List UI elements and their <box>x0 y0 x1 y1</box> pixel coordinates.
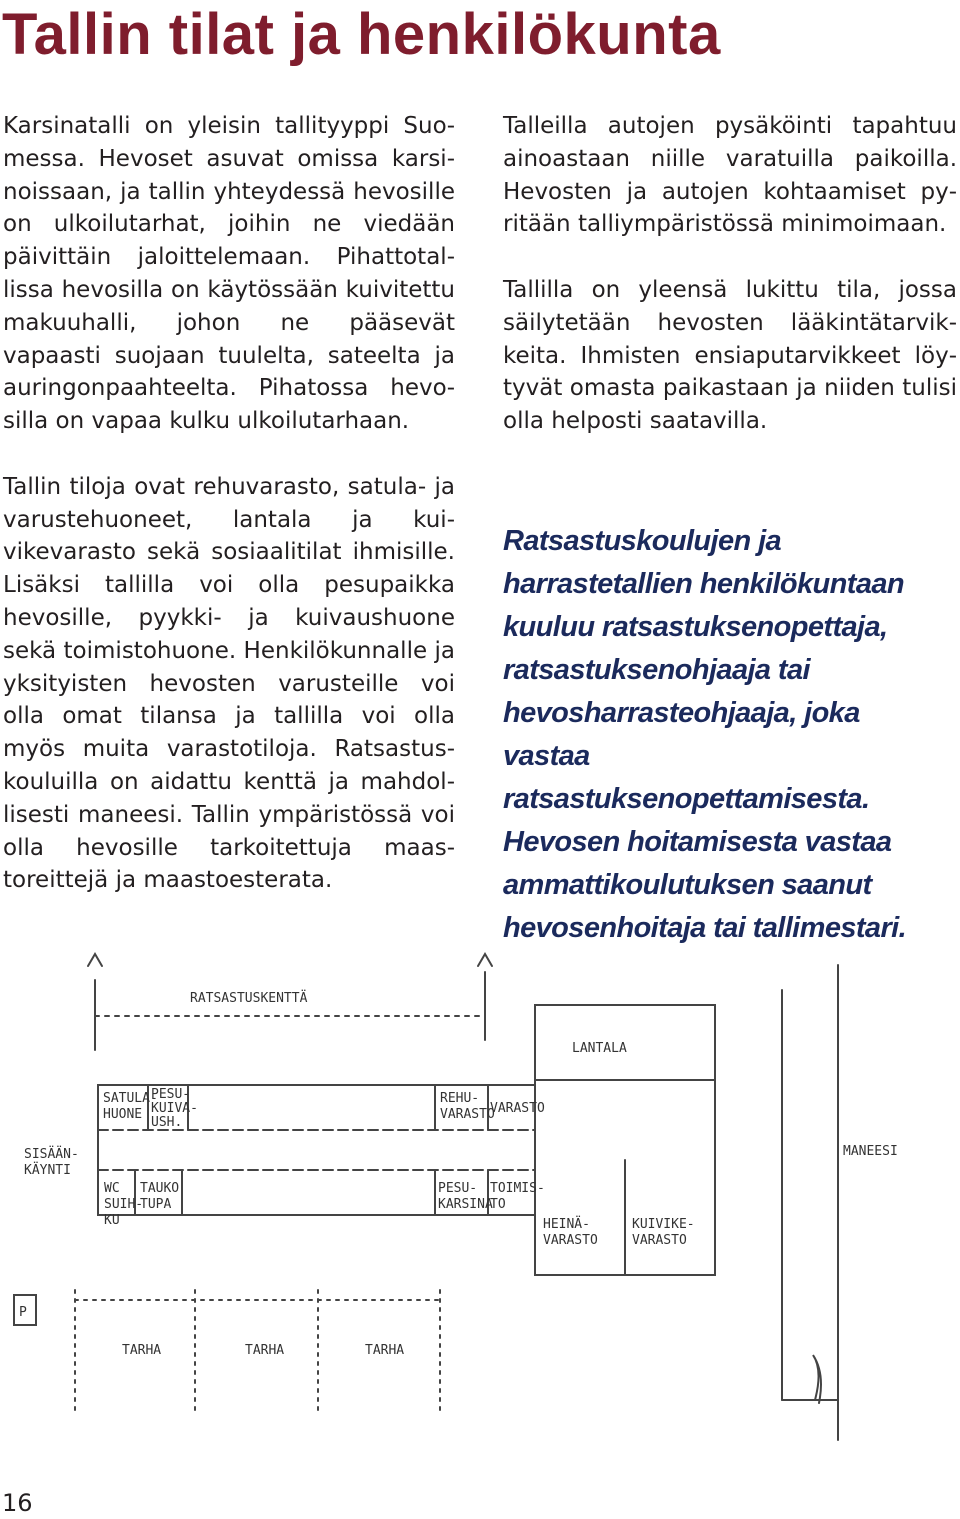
label-washing-room-1: PESU- <box>151 1087 191 1102</box>
label-wash-stall-1: PESU- <box>438 1181 478 1196</box>
label-break-room-2: TUPA <box>140 1197 172 1212</box>
label-indoor-arena: MANEESI <box>843 1144 898 1159</box>
label-wc-1: WC <box>104 1181 120 1196</box>
page-title: Tallin tilat ja henkilökunta <box>2 2 721 67</box>
floor-plan-drawing <box>0 930 960 1450</box>
label-office-1: TOIMIS- <box>490 1181 545 1196</box>
label-saddle-room-2: HUONE <box>103 1107 143 1122</box>
label-office-2: TO <box>490 1197 506 1212</box>
label-wash-stall-2: KARSINA <box>438 1197 493 1212</box>
label-hay-storage-2: VARASTO <box>543 1233 598 1248</box>
field-left-arrow <box>88 954 102 966</box>
right-text-column <box>503 110 957 471</box>
label-storage: VARASTO <box>490 1101 545 1116</box>
label-feed-storage-2: VARASTO <box>440 1107 495 1122</box>
label-wc-3: KU <box>104 1213 120 1228</box>
field-right-arrow <box>478 954 492 966</box>
label-riding-field: RATSASTUSKENTTÄ <box>190 991 308 1006</box>
label-feed-storage-1: REHU- <box>440 1091 480 1106</box>
label-entrance-1: SISÄÄN- <box>24 1147 79 1162</box>
page-number: 16 <box>2 1489 33 1517</box>
label-paddock-2: TARHA <box>245 1343 285 1358</box>
paragraph-medical-supplies: Tallilla on yleensä lukittu tila, jossa säilytetään hevosten lääkintätarvikkeita. Ihmisten ensiaputarvikkeet löytyvät omasta paikastaan ja niiden tulisi olla helposti saatavilla. <box>503 276 957 435</box>
label-bedding-storage-2: VARASTO <box>632 1233 687 1248</box>
artist-signature <box>813 1355 821 1403</box>
label-paddock-3: TARHA <box>365 1343 405 1358</box>
label-paddock-1: TARHA <box>122 1343 162 1358</box>
label-wc-2: SUIH- <box>104 1197 144 1212</box>
stable-floor-plan <box>0 930 960 1450</box>
label-hay-storage-1: HEINÄ- <box>543 1217 590 1232</box>
label-break-room-1: TAUKO <box>140 1181 180 1196</box>
left-text-column <box>3 110 455 930</box>
label-bedding-storage-1: KUIVIKE- <box>632 1217 695 1232</box>
label-washing-room-2: KUIVA- <box>151 1101 198 1116</box>
paragraph-stable-types: Karsinatalli on yleisin tallityyppi Suomessa. Hevoset asuvat omissa karsinoissaan, ja tallin yhteydessä hevosille on ulkoilutarhat, joihin ne viedään päivittäin jaloittelemaan. Pihattotallissa hevosilla on käytössään kuivitettu makuuhalli, johon ne pääsevät vapaasti suojaan tuulelta, sateelta ja auringonpaahteelta. Pihatossa hevosilla on vapaa kulku ulkoilutarhaan. <box>3 113 455 435</box>
staff-highlight: Ratsastuskoulujen ja harrastetallien henkilökuntaan kuuluu ratsastuksenopettaja, ratsastuksenohjaaja tai hevosharrasteohjaaja, joka vastaa ratsastuksenopettamisesta. Hevosen hoitamisesta vastaa ammattikoulutuksen saanut hevosenhoitaja tai tallimestari. <box>503 525 907 944</box>
label-entrance-2: KÄYNTI <box>24 1163 71 1178</box>
label-washing-room-3: USH. <box>151 1115 183 1130</box>
label-manure-storage: LANTALA <box>572 1041 627 1056</box>
label-parking: P <box>19 1305 27 1320</box>
paragraph-parking: Talleilla autojen pysäköinti tapahtuu ainoastaan niille varatuilla paikoilla. Hevosten ja autojen kohtaamiset pyritään talliympäristössä minimoimaan. <box>503 113 957 238</box>
label-saddle-room-1: SATULA- <box>103 1091 158 1106</box>
paragraph-stable-facilities: Tallin tiloja ovat rehuvarasto, satula- ja varustehuoneet, lantala ja kuivikevarasto sekä sosiaalitilat ihmisille. Lisäksi tallilla voi olla pesupaikka hevosille, pyykki- ja kuivaushuone sekä toimistohuone. Henkilökunnalle ja yksityisten hevosten varusteille voi olla omat tilansa ja tallilla voi olla myös muita varastotiloja. Ratsastuskouluilla on aidattu kenttä ja mahdollisesti maneesi. Tallin ympäristössä voi olla hevosille tarkoitettuja maastoreittejä ja maastoesterata. <box>3 473 455 894</box>
